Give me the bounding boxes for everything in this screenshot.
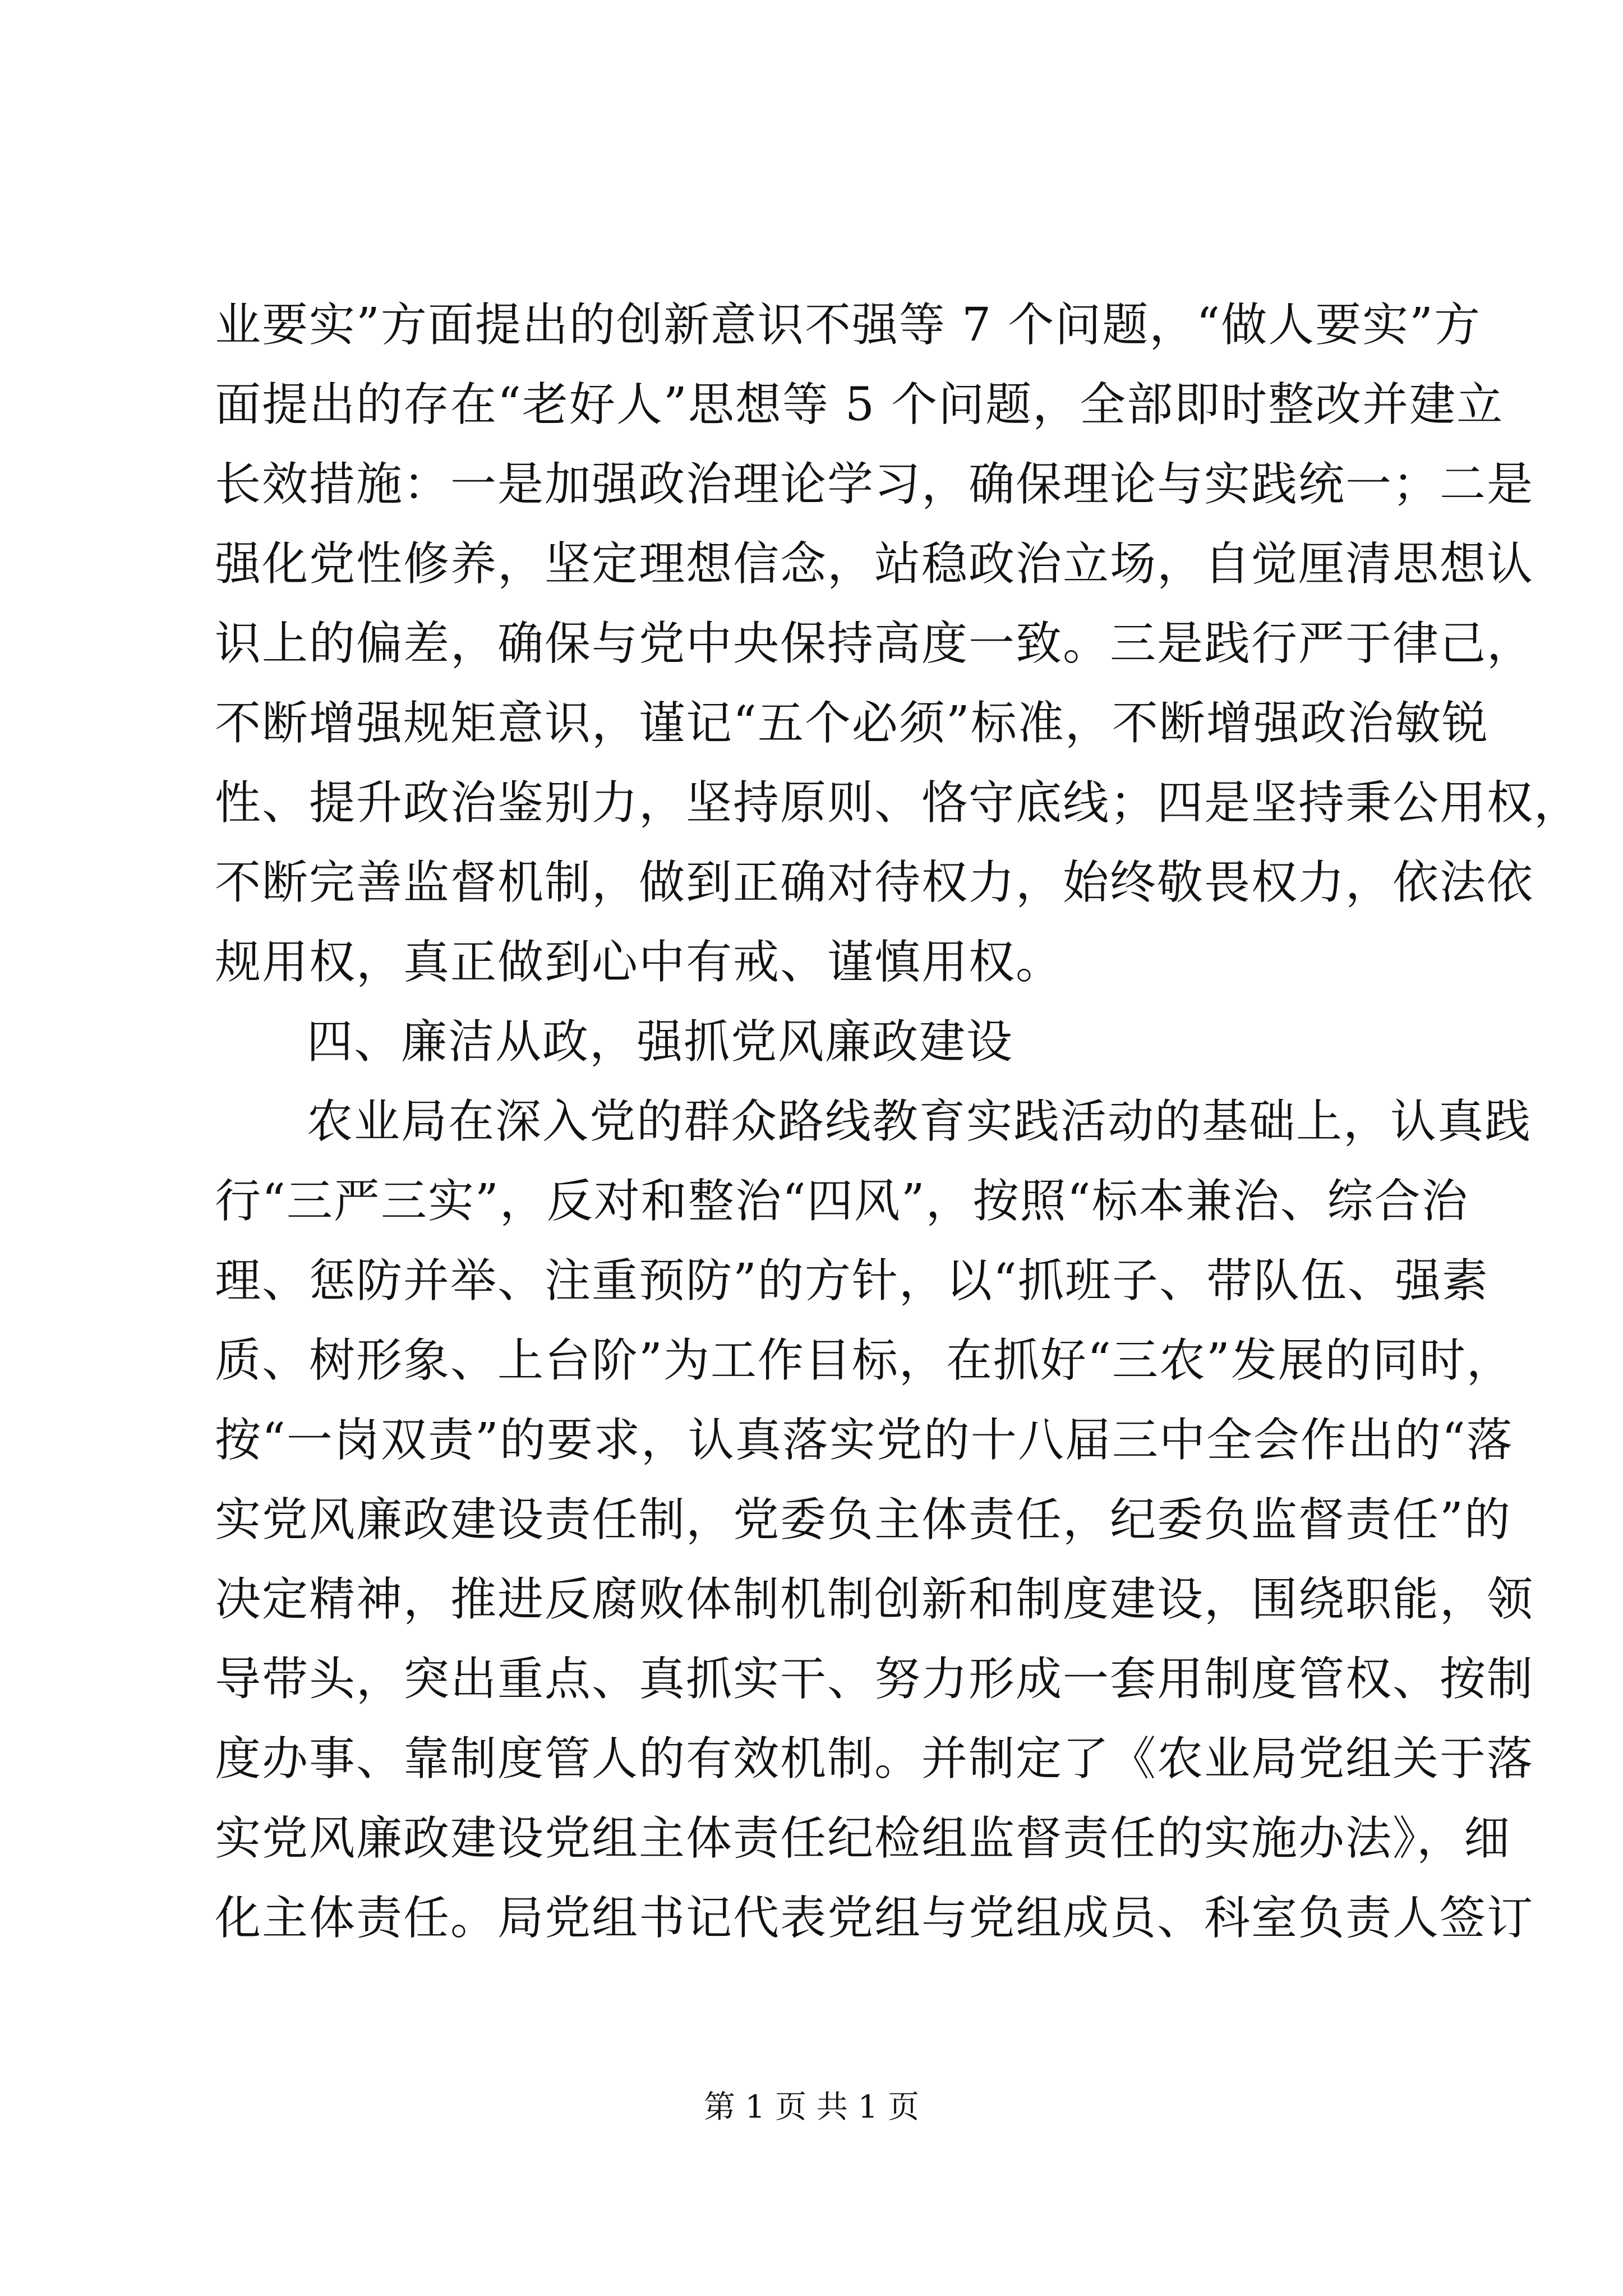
text-line: 质、树形象、上台阶”为工作目标，在抓好“三农”发展的同时，: [215, 1334, 1514, 1387]
text-line: 不断增强规矩意识，谨记“五个必须”标准，不断增强政治敏锐: [215, 697, 1489, 750]
page-footer: 第 1 页 共 1 页: [703, 2089, 920, 2125]
text-line: 强化党性修养，坚定理想信念，站稳政治立场，自觉厘清思想认: [215, 537, 1534, 591]
text-line: 不断完善监督机制，做到正确对待权力，始终敬畏权力，依法依: [215, 856, 1534, 909]
text-line: 实党风廉政建设党组主体责任纪检组监督责任的实施办法》，细: [215, 1812, 1511, 1865]
section-heading: 四、廉洁从政，强抓党风廉政建设: [307, 1015, 1014, 1069]
text-line: 农业局在深入党的群众路线教育实践活动的基础上，认真践: [307, 1095, 1532, 1148]
text-line: 识上的偏差，确保与党中央保持高度一致。三是践行严于律己，: [215, 617, 1534, 670]
text-line: 导带头，突出重点、真抓实干、努力形成一套用制度管权、按制: [215, 1653, 1534, 1706]
text-line: 规用权，真正做到心中有戒、谨慎用权。: [215, 936, 1063, 989]
text-line: 决定精神，推进反腐败体制机制创新和制度建设，围绕职能，领: [215, 1573, 1534, 1626]
text-line: 度办事、靠制度管人的有效机制。并制定了《农业局党组关于落: [215, 1732, 1534, 1786]
text-line: 实党风廉政建设责任制，党委负主体责任，纪委负监督责任”的: [215, 1493, 1511, 1547]
text-line: 按“一岗双责”的要求，认真落实党的十八届三中全会作出的“落: [215, 1414, 1514, 1467]
text-line: 面提出的存在“老好人”思想等 5 个问题，全部即时整改并建立: [215, 378, 1504, 431]
text-line: 理、惩防并举、注重预防”的方针，以“抓班子、带队伍、强素: [215, 1254, 1489, 1308]
text-line: 性、提升政治鉴别力，坚持原则、恪守底线；四是坚持秉公用权，: [215, 776, 1581, 830]
text-line: 行“三严三实”，反对和整治“四风”，按照“标本兼治、综合治: [215, 1175, 1469, 1228]
text-line: 化主体责任。局党组书记代表党组与党组成员、科室负责人签订: [215, 1892, 1534, 1945]
text-line: 业要实”方面提出的创新意识不强等 7 个问题，“做人要实”方: [215, 298, 1482, 352]
text-line: 长效措施：一是加强政治理论学习，确保理论与实践统一；二是: [215, 458, 1534, 511]
